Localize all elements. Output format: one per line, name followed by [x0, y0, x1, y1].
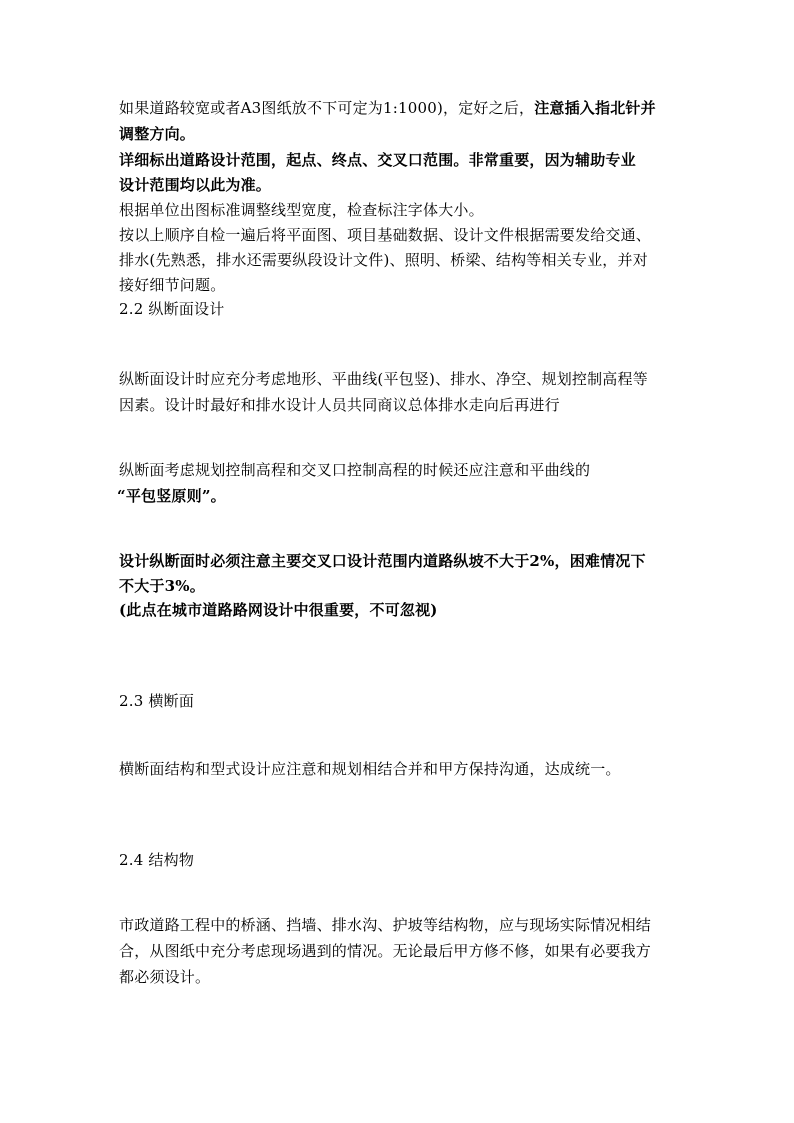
text-span: 如果道路较宽或者A3图纸放不下可定为1:1000)，定好之后，	[119, 99, 535, 117]
text-line: 根据单位出图标准调整线型宽度，检查标注字体大小。	[119, 201, 484, 219]
text-line: 纵断面设计时应充分考虑地形、平曲线(平包竖)、排水、净空、规划控制高程等	[119, 370, 648, 388]
bold-text-span: 注意插入指北针并	[534, 99, 656, 117]
bold-text-line: “平包竖原则”。	[117, 487, 226, 505]
text-line: 因素。设计时最好和排水设计人员共同商议总体排水走向后再进行	[119, 396, 560, 414]
bold-text-line: 调整方向。	[119, 125, 196, 143]
section-heading: 2.4 结构物	[119, 851, 195, 869]
bold-text-line: 设计纵断面时必须注意主要交叉口设计范围内道路纵坡不大于2%，困难情况下	[119, 552, 646, 570]
text-line: 按以上顺序自检一遍后将平面图、项目基础数据、设计文件根据需要发给交通、	[119, 226, 652, 244]
section-heading: 2.2 纵断面设计	[119, 300, 225, 318]
bold-text-line: 详细标出道路设计范围，起点、终点、交叉口范围。非常重要，因为辅助专业	[119, 151, 636, 169]
text-line: 排水(先熟悉，排水还需要纵段设计文件)、照明、桥梁、结构等相关专业，并对	[119, 251, 648, 269]
bold-text-line: 不大于3%。	[119, 577, 205, 595]
bold-text-line: 设计范围均以此为准。	[119, 176, 272, 194]
text-line	[119, 97, 656, 120]
text-line: 市政道路工程中的桥涵、挡墙、排水沟、护坡等结构物，应与现场实际情况相结	[119, 916, 652, 934]
section-heading: 2.3 横断面	[119, 692, 195, 710]
text-line: 横断面结构和型式设计应注意和规划相结合并和甲方保持沟通，达成统一。	[119, 760, 621, 778]
text-line: 接好细节问题。	[119, 276, 226, 294]
text-line: 合，从图纸中充分考虑现场遇到的情况。无论最后甲方修不修，如果有必要我方	[119, 942, 652, 960]
text-line: 都必须设计。	[119, 968, 211, 986]
bold-text-line: (此点在城市道路路网设计中很重要，不可忽视)	[119, 601, 438, 619]
text-line: 纵断面考虑规划控制高程和交叉口控制高程的时候还应注意和平曲线的	[119, 461, 591, 479]
